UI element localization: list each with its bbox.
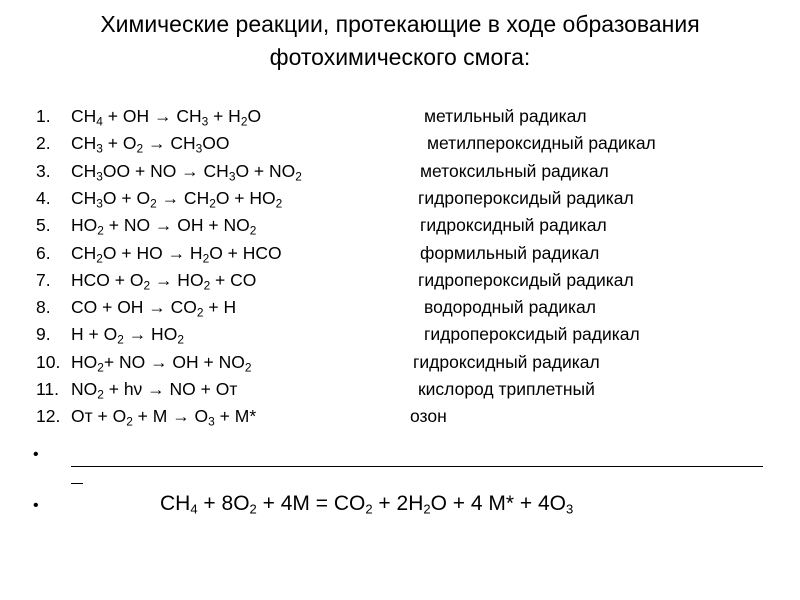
reaction-equation: CO + OH → $CO_2 + H$: [71, 297, 237, 320]
title-line-1: Химические реакции, протекающие в ходе образования: [100, 11, 700, 37]
reaction-number: 5.: [36, 215, 51, 236]
radical-name: гидроксидный радикал: [420, 215, 607, 236]
reaction-equation: $CH_3O + O_2 \to CH_2O + HO_2$: [71, 187, 283, 211]
reaction-equation: $CH_3OO$ + NO → $CH_3O + NO_2$: [71, 160, 302, 183]
divider-dash: [71, 483, 83, 484]
radical-name: водородный радикал: [424, 297, 597, 318]
reaction-number: 6.: [36, 242, 51, 263]
bullet-1: •: [33, 446, 39, 463]
reaction-number: 10.: [36, 351, 61, 372]
divider-line: [71, 466, 763, 467]
reaction-number: 9.: [36, 324, 51, 345]
reaction-equation: $NO_2 + h\nu$ → NO + Oт: [71, 379, 238, 402]
radical-name: формильный радикал: [420, 242, 600, 263]
radical-name: кислород триплетный: [418, 379, 595, 399]
reaction-number: 4.: [36, 187, 51, 208]
reaction-equation: $HO_2$ + NO → OH + $NO_2$: [71, 215, 257, 238]
radical-name: метилпероксидный радикал: [427, 133, 656, 154]
radical-name: гидроксидный радикал: [413, 351, 600, 372]
reaction-number: 11.: [36, 379, 60, 399]
reaction-equation: $HO_2+$ NO → OH + $NO_2$: [71, 351, 252, 375]
reaction-number: 3.: [36, 160, 51, 181]
reaction-number: 1.: [36, 106, 51, 126]
reaction-number: 8.: [36, 297, 51, 318]
radical-name: озон: [410, 406, 447, 427]
bullet-2: •: [33, 497, 39, 514]
summary-equation: $CH_4 + 8O_2 + 4M = CO_2 + 2H_2O + 4$ $M* + 4O_3$: [160, 492, 574, 517]
radical-name: гидропероксидый радикал: [418, 187, 634, 208]
slide-title: [0, 8, 800, 74]
reaction-equation: $H + O_2 \to HO_2$: [71, 324, 184, 347]
radical-name: метоксильный радикал: [420, 160, 609, 181]
reaction-equation: $CH_3 + O_2 \to CH_3OO$: [71, 133, 230, 156]
radical-name: метильный радикал: [424, 106, 587, 126]
reaction-number: 12.: [36, 406, 61, 427]
reaction-number: 2.: [36, 133, 51, 154]
reaction-number: 7.: [36, 269, 51, 290]
reaction-equation: $CH_2O$ + HO → $H_2O$ + HCO: [71, 242, 282, 265]
reaction-equation: HCO + $O_2 \to HO_2$ + CO: [71, 269, 257, 293]
reaction-equation: Oт + $O_2 + M \to O_3 + M*$: [71, 406, 257, 429]
title-line-2: фотохимического смога:: [269, 44, 531, 70]
reaction-equation: $CH_4$ + OH → $CH_3 + H_2O$: [71, 106, 262, 129]
radical-name: гидропероксидый радикал: [418, 269, 634, 290]
radical-name: гидропероксидый радикал: [424, 324, 640, 345]
